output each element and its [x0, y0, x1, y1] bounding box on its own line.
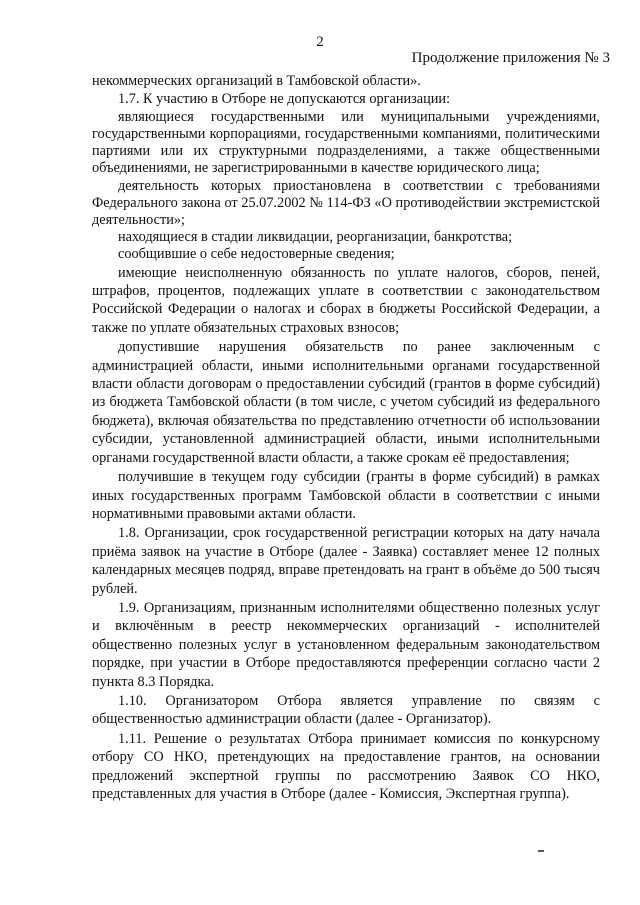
list-item-liquidation: находящиеся в стадии ликвидации, реорганизации, банкротства; — [118, 229, 513, 246]
list-item-other-subsidies: получившие в текущем году субсидии (гранты в форме субсидий) в рамках иных государственных программ Тамбовской области в соответствии с иными нормативными правовыми актами области. — [92, 469, 600, 522]
list-item-violations: допустившие нарушения обязательств по ранее заключенным с администрацией области, иными исполнительными органами государственной власти области договорам о предоставлении субсидий (грантов в форме субсидий) из бюджета Тамбовской области (в том числе, с учетом субсидий из федерального бюджета), включая обязательства по представлению отчетности об использовании субсидии, установленной администрацией области, иными исполнительными органами государственной власти области, а также срокам её предоставления; — [92, 339, 600, 466]
paragraph-1-7: 1.7. К участию в Отборе не допускаются организации: — [118, 91, 451, 108]
document-body — [92, 72, 600, 803]
list-item-tax-debt: имеющие неисполненную обязанность по уплате налогов, сборов, пеней, штрафов, процентов, подлежащих уплате в соответствии с законодательством Российской Федерации о налогах и сборах в бюджеты Российской Федерации, а также по уплате обязательных страховых взносов; — [92, 264, 600, 336]
list-item-state-institutions: являющиеся государственными или муниципальными учреждениями, государственными корпорациями, государственными компаниями, политическими партиями или их структурными подразделениями, а также общественными объединениями, не зарегистрированными в качестве юридического лица; — [92, 108, 600, 177]
paragraph-1-8: 1.8. Организации, срок государственной регистрации которых на дату начала приёма заявок на участие в Отборе (далее - Заявка) составляет менее 12 полных календарных месяцев подряд, вправе претендовать на грант в объёме до 500 тысяч рублей. — [92, 525, 600, 597]
paragraph-1-10: 1.10. Организатором Отбора является управление по связям с общественностью администрации области (далее - Организатор). — [92, 692, 600, 728]
paragraph-continuation: некоммерческих организаций в Тамбовской области». — [92, 73, 421, 89]
paragraph-1-9: 1.9. Организациям, признанным исполнителями общественно полезных услуг и включённым в реестр некоммерческих организаций - исполнителей общественно полезных услуг в установленном федеральным законодательством порядке, при участии в Отборе предоставляются преференции согласно части 2 пункта 8.3 Порядка. — [92, 599, 600, 690]
list-item-suspended: деятельность которых приостановлена в соответствии с требованиями Федерального закона от 25.07.2002 № 114-ФЗ «О противодействии экстремистской деятельности»; — [92, 177, 600, 229]
list-item-false-info: сообщившие о себе недостоверные сведения; — [118, 246, 395, 263]
paragraph-1-11: 1.11. Решение о результатах Отбора принимает комиссия по конкурсному отбору СО НКО, претендующих на предоставление грантов, на основании предложений экспертной группы по рассмотрению Заявок СО НКО, представленных для участия в Отборе (далее - Комиссия, Экспертная группа). — [92, 730, 600, 803]
scan-artifact-mark — [538, 850, 544, 852]
appendix-header: Продолжение приложения № 3 — [411, 50, 610, 66]
page-number: 2 — [316, 34, 324, 50]
